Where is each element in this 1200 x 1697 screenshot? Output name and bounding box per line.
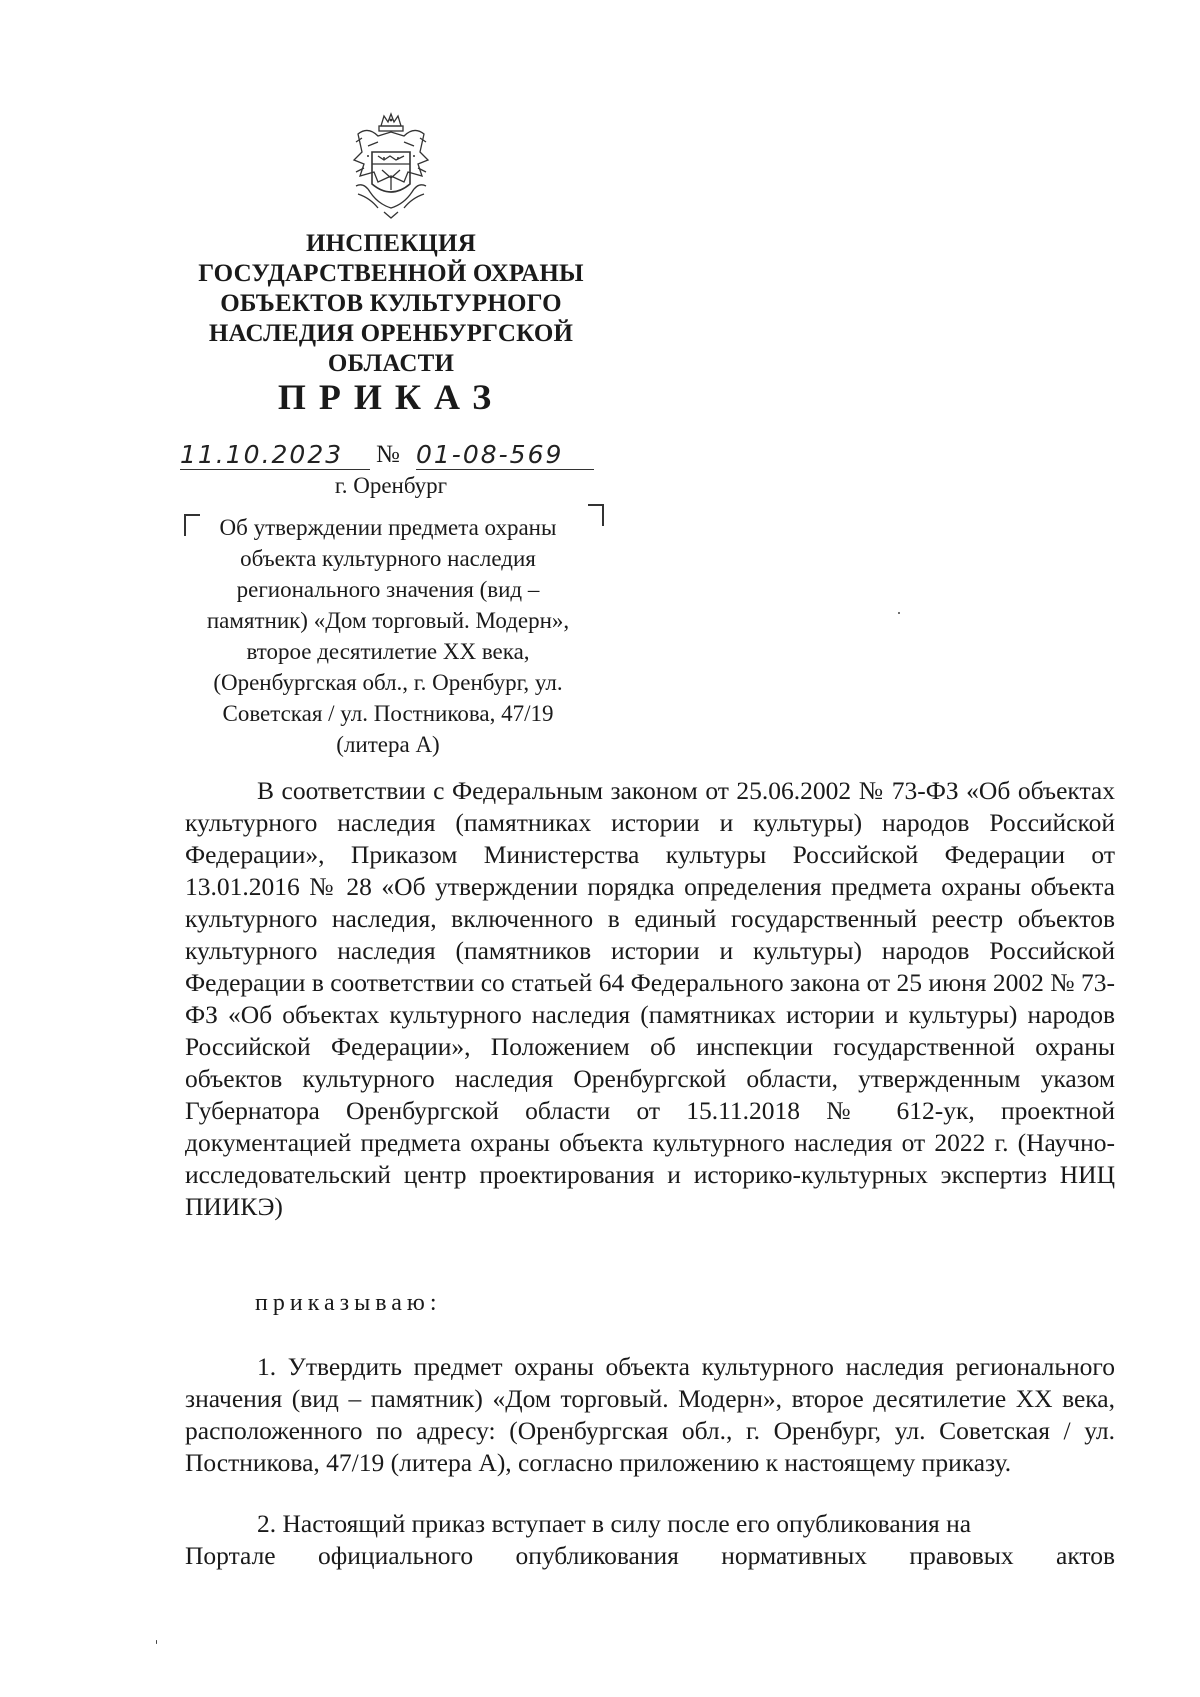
item-2-first-line: 2. Настоящий приказ вступает в силу после его опубликования на <box>257 1509 972 1538</box>
subject-line: регионального значения (вид – <box>236 577 540 602</box>
org-line: ИНСПЕКЦИЯ <box>306 230 476 257</box>
org-line: ГОСУДАРСТВЕННОЙ ОХРАНЫ <box>198 260 584 287</box>
item-1-paragraph: 1. Утвердить предмет охраны объекта культурного наследия регионального значения (вид – памятник) «Дом торговый. Модерн», второе десятилетие XX века, расположенного по адресу: (Оренбургская обл., г. Оренбург, ул. Советская / ул. Постникова, 47/19 (литера А), согласно приложению к настоящему приказу. <box>185 1352 1115 1477</box>
city-line: г. Оренбург <box>334 473 448 498</box>
date-number-row <box>180 440 600 476</box>
document-type-title: ПРИКАЗ <box>277 377 505 417</box>
subject-line: памятник) «Дом торговый. Модерн», <box>206 608 570 633</box>
coat-of-arms-emblem <box>348 112 434 220</box>
subject-block <box>198 512 578 760</box>
organization-header <box>185 229 597 379</box>
scan-speck <box>898 612 900 614</box>
directive-word: приказываю: <box>255 1290 442 1316</box>
org-line: НАСЛЕДИЯ ОРЕНБУРГСКОЙ <box>208 320 574 347</box>
item-2-continuation: Портале официального опубликования нормативных правовых актов <box>185 1541 1115 1570</box>
subject-line: Об утверждении предмета охраны <box>219 515 557 540</box>
subject-line: (литера А) <box>336 732 440 757</box>
number-sign: № <box>376 441 400 468</box>
org-line: ОБЛАСТИ <box>327 350 455 377</box>
subject-bracket-right <box>588 504 604 526</box>
scan-speck <box>156 1640 157 1644</box>
subject-line: второе десятилетие XX века, <box>246 639 530 664</box>
subject-line: Советская / ул. Постникова, 47/19 <box>222 701 554 726</box>
handwritten-date: 11.10.2023 <box>180 440 370 470</box>
org-line: ОБЪЕКТОВ КУЛЬТУРНОГО <box>220 290 562 317</box>
item-2-paragraph <box>185 1508 1115 1572</box>
preamble-paragraph: В соответствии с Федеральным законом от 25.06.2002 № 73-ФЗ «Об объектах культурного наследия (памятниках истории и культуры) народов Российской Федерации», Приказом Министерства культуры Российской Федерации от 13.01.2016 № 28 «Об утверждении порядка определения предмета охраны объекта культурного наследия, включенного в единый государственный реестр объектов культурного наследия (памятников истории и культуры) народов Российской Федерации в соответствии со статьей 64 Федерального закона от 25 июня 2002 № 73-ФЗ «Об объектах культурного наследия (памятниках истории и культуры) народов Российской Федерации», Положением об инспекции государственной охраны объектов культурного наследия Оренбургской области, утвержденным указом Губернатора Оренбургской области от 15.11.2018 № 612-ук, проектной документацией предмета охраны объекта культурного наследия от 2022 г. (Научно-исследовательский центр проектирования и историко-культурных экспертиз НИЦ ПИИКЭ) <box>185 776 1115 1221</box>
subject-line: (Оренбургская обл., г. Оренбург, ул. <box>213 670 563 695</box>
subject-line: объекта культурного наследия <box>240 546 536 571</box>
handwritten-number: 01-08-569 <box>416 440 594 470</box>
